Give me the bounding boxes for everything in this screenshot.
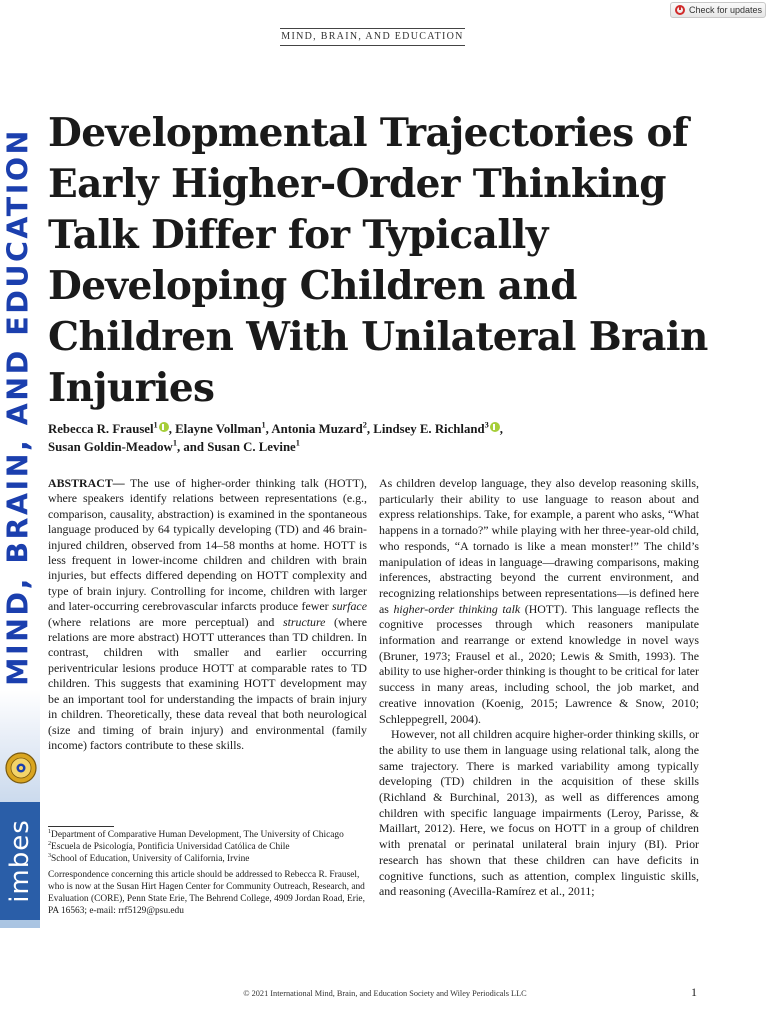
- author-name: Susan C. Levine: [207, 440, 296, 454]
- article-title: Developmental Trajectories of Early Higher-Order Thinking Talk Differ for Typically Developing Children and Children With Unilateral Brain Injuries: [48, 110, 708, 411]
- abstract-emphasis: structure: [282, 614, 326, 629]
- copyright-line: © 2021 International Mind, Brain, and Education Society and Wiley Periodicals LLC: [243, 989, 527, 998]
- author-list: Rebecca R. Frausel$^1$ , Elayne Vollman$^1$, Antonia Muzard$^2$, Lindsey E. Richland$^3$ , Susan Goldin-Meadow$^1$, and Susan C. Levine$^1$: [48, 420, 503, 454]
- abstract-text: (where relations are more abstract) HOTT utterances than TD children. In contrast, children with smaller and earlier occurring periventricular lesions produce HOTT at comparable rates to TD children. This suggests that examining HOTT development may be an important tool for understanding the impacts of brain injury in children. Theoretically, these data reveal that both neurological (size and timing of brain injury) and environmental (family income) factors contribute to these skills.: [48, 614, 368, 752]
- correspondence-note: Correspondence concerning this article should be addressed to Rebecca R. Frausel, who is now at the Susan Hirt Hagen Center for Community Outreach, Research, and Evaluation (CORE), Penn State Erie, The Behrend College, 4909 Jordan Road, Erie, PA 16563; e-mail: rrf5129@psu.edu: [48, 870, 365, 916]
- check-for-updates-label: Check for updates: [689, 5, 763, 15]
- author-name: Elayne Vollman: [175, 422, 262, 436]
- affiliation-note: $^3$School of Education, University of California, Irvine: [48, 852, 250, 864]
- society-seal-icon: [5, 752, 37, 784]
- journal-side-banner: [0, 118, 40, 696]
- author-name: Susan Goldin-Meadow: [48, 440, 173, 454]
- footnotes: [48, 830, 367, 918]
- update-icon: [675, 5, 685, 15]
- imbes-logo-text: imbes: [5, 819, 35, 903]
- side-banner-text: MIND, BRAIN, AND EDUCATION: [1, 128, 35, 686]
- abstract-text: (where relations are more perceptual) and: [48, 614, 283, 629]
- imbes-logo: [0, 802, 40, 920]
- author-affiliation: 1: [172, 438, 177, 448]
- author-affiliation: 1: [261, 420, 266, 430]
- orcid-icon[interactable]: [159, 422, 169, 432]
- author-name: Rebecca R. Frausel: [48, 422, 154, 436]
- orcid-icon[interactable]: [490, 422, 500, 432]
- author-name: Antonia Muzard: [271, 422, 363, 436]
- author-name: Lindsey E. Richland: [373, 422, 485, 436]
- author-affiliation: 2: [362, 420, 367, 430]
- abstract-emphasis: surface: [331, 599, 367, 614]
- body-emphasis: higher-order thinking talk: [393, 601, 521, 616]
- check-for-updates-button[interactable]: [670, 2, 766, 18]
- running-head: MIND, BRAIN, AND EDUCATION: [280, 28, 465, 46]
- body-paragraph: As children develop language, they also develop reasoning skills, particularly their ability to use language to reason about and express relationships. Take, for example, a parent who asks, “What happens in a tornado?” while playing with her three-year-old child, who responds, “A tornado is like a mean monster!” The child’s manipulation of ideas in language—drawing comparisons, making inferences, abstracting beyond the current environment, and recognizing relationships between representations—is defined here as higher-order thinking talk (HOTT). This language reflects the cognitive processes through which reasoners manipulate information and rearrange or extend knowledge in novel ways (Bruner, 1973; Frausel et al., 2020; Lewis & Smith, 1993). The ability to use higher-order thinking is thought to be critical for later success in many areas, including school, the job market, and creative innovation (Koenig, 2015; Lawrence & Snow, 2010; Schleppegrell, 2004).: [379, 476, 699, 726]
- affiliation-note: $^2$Escuela de Psicología, Pontificia Universidad Católica de Chile: [48, 840, 290, 852]
- abstract: [48, 476, 367, 753]
- author-affiliation: 1: [153, 420, 158, 430]
- author-affiliation: 3: [484, 420, 489, 430]
- footnote-divider: [48, 826, 114, 827]
- page-number: 1: [691, 985, 697, 999]
- abstract-text: The use of higher-order thinking talk (HOTT), where speakers identify relations between representations (e.g., comparison, causality, abstraction) is examined in the spontaneous language produced by 64 typically developing (TD) and 46 brain-injured children, observed from 14–58 months at home. HOTT is less frequent in lower-income children and children with brain injuries, but effects differed depending on HOTT complexity and type of brain injury. Controlling for income, children with larger and later-occurring cerebrovascular infarcts produce fewer: [48, 476, 367, 614]
- body-text: [379, 476, 699, 900]
- author-affiliation: 1: [295, 438, 300, 448]
- body-paragraph: However, not all children acquire higher-order thinking skills, or the ability to use them in language using relational talk, along the same trajectory. There is marked variability among typically developing (TD) children in the acquisition of these skills (Richland & Burchinal, 2013), as well as differences among children with specific language impairments (Leroy, Parisse, & Maillart, 2012). Here, we focus on HOTT in a group of children with prenatal or perinatal unilateral brain injury (BI). Prior research has shown that these children can have deficits in cognitive functions, such as attention, complex linguistic skills, and reasoning (Avecilla-Ramírez et al., 2011;: [379, 727, 699, 899]
- affiliation-note: $^1$Department of Comparative Human Development, The University of Chicago: [48, 828, 344, 840]
- abstract-label: ABSTRACT—: [48, 476, 125, 490]
